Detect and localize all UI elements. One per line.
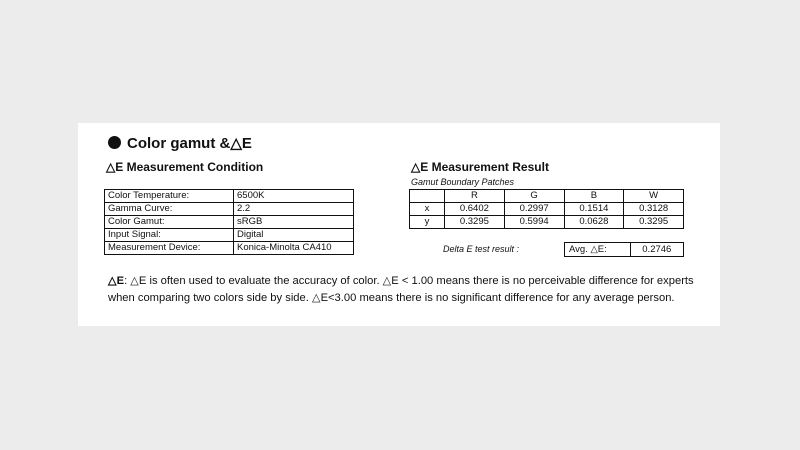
table-row <box>565 243 684 257</box>
result-caption: Gamut Boundary Patches <box>411 177 515 187</box>
table-row <box>410 216 684 229</box>
result-table <box>409 189 684 229</box>
table-header-row <box>410 190 684 203</box>
avg-delta-label: Avg. △E: <box>565 243 631 257</box>
condition-value: 6500K <box>234 190 354 203</box>
table-cell: 0.1514 <box>564 203 624 216</box>
condition-table <box>104 189 354 255</box>
column-header: G <box>504 190 564 203</box>
table-cell: 0.6402 <box>445 203 505 216</box>
bullet-icon <box>108 136 121 149</box>
section-title-text: Color gamut &△E <box>127 135 252 152</box>
row-label: y <box>410 216 445 229</box>
avg-delta-value: 0.2746 <box>630 243 683 257</box>
column-header: W <box>624 190 684 203</box>
condition-value: sRGB <box>234 216 354 229</box>
table-row <box>105 242 354 255</box>
table-cell: 0.0628 <box>564 216 624 229</box>
condition-label: Color Gamut: <box>105 216 234 229</box>
corner-cell <box>410 190 445 203</box>
note-text: : △E is often used to evaluate the accuracy of color. △E < 1.00 means there is no perceivable difference for experts when comparing two colors side by side. △E<3.00 means there is no significant difference for any average person. <box>108 275 694 304</box>
table-row <box>105 190 354 203</box>
table-cell: 0.3295 <box>445 216 505 229</box>
column-header: B <box>564 190 624 203</box>
condition-label: Gamma Curve: <box>105 203 234 216</box>
row-label: x <box>410 203 445 216</box>
condition-value: Konica-Minolta CA410 <box>237 242 332 253</box>
table-cell: 0.5994 <box>504 216 564 229</box>
condition-label: Measurement Device: <box>105 242 234 255</box>
table-row <box>105 203 354 216</box>
table-cell: 0.2997 <box>504 203 564 216</box>
condition-label: Input Signal: <box>105 229 234 242</box>
table-row <box>410 203 684 216</box>
table-row <box>105 229 354 242</box>
condition-value: 2.2 <box>234 203 354 216</box>
condition-heading: △E Measurement Condition <box>106 160 264 174</box>
table-row <box>105 216 354 229</box>
delta-e-label: Delta E test result : <box>443 244 520 254</box>
condition-value: Digital <box>234 229 354 242</box>
result-heading: △E Measurement Result <box>411 160 549 174</box>
explanation-note <box>108 273 708 307</box>
condition-label: Color Temperature: <box>105 190 234 203</box>
note-term: △E <box>108 275 125 287</box>
table-cell: 0.3128 <box>624 203 684 216</box>
section-title <box>108 134 252 154</box>
avg-delta-table <box>564 242 684 257</box>
column-header: R <box>445 190 505 203</box>
table-cell: 0.3295 <box>624 216 684 229</box>
